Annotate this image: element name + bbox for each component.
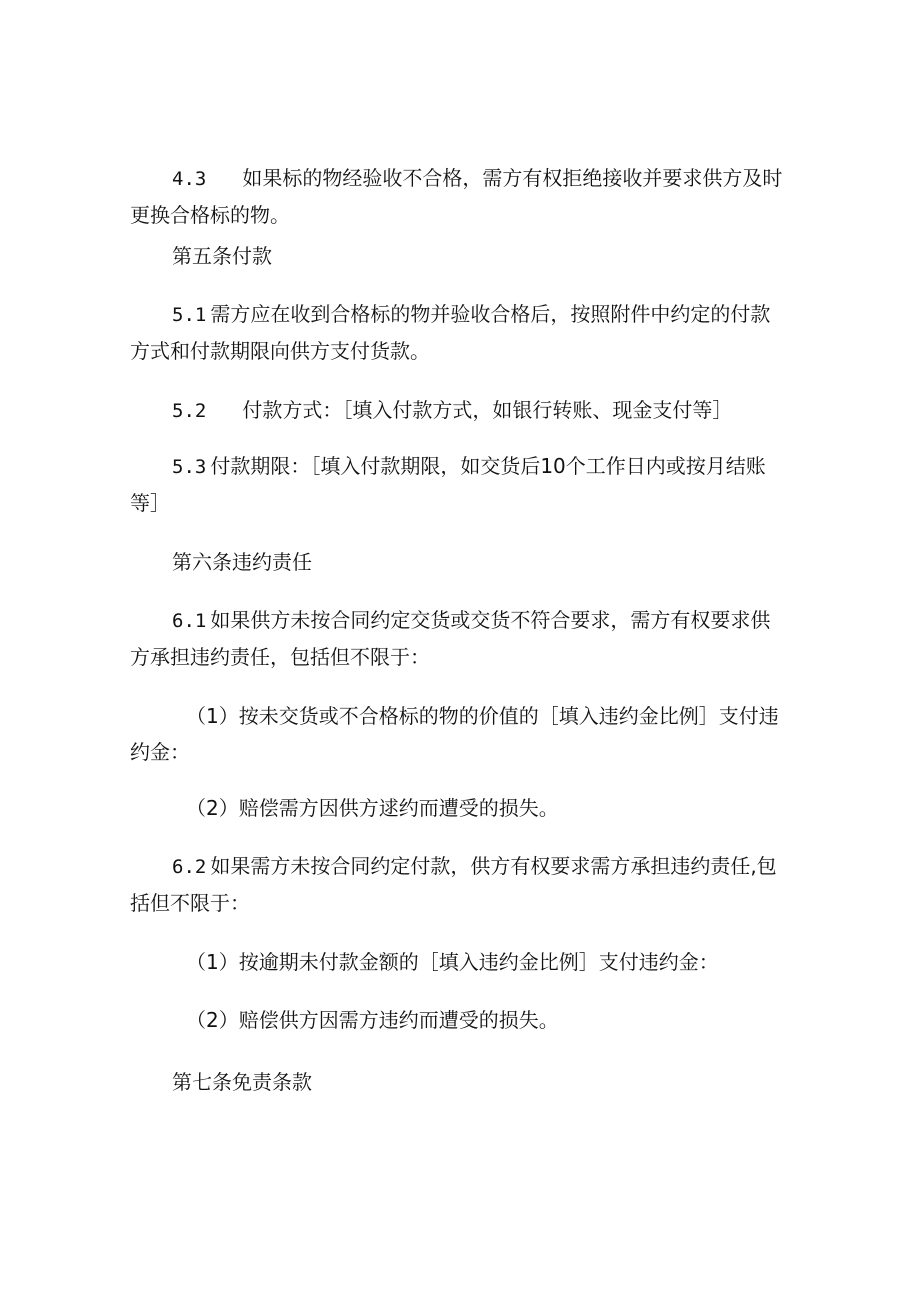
clause-number: 5.2: [172, 400, 207, 422]
clause-number: 6.2: [172, 856, 207, 878]
article-5-heading: 第五条付款: [172, 244, 272, 268]
clause-text: 如果供方未按合同约定交货或交货不符合要求，需方有权要求供方承担违约责任，包括但不限于：: [130, 608, 771, 669]
article-6-heading: 第六条违约责任: [172, 550, 312, 574]
clause-number: 6.1: [172, 610, 207, 632]
clause-text: 付款期限：［填入付款期限，如交货后10个工作日内或按月结账等］: [130, 454, 766, 515]
clause-text: 如果标的物经验收不合格，需方有权拒绝接收并要求供方及时更换合格标的物。: [130, 166, 783, 227]
clause-5-1: [130, 296, 790, 369]
clause-6-2-item-1: （1）按逾期未付款金额的［填入违约金比例］支付违约金：: [186, 950, 719, 974]
clause-text: 需方应在收到合格标的物并验收合格后，按照附件中约定的付款方式和付款期限向供方支付货款。: [130, 302, 771, 363]
clause-6-1-item-2: （2）赔偿需方因供方逑约而遭受的损失。: [186, 796, 559, 820]
article-7-heading: 第七条免责条款: [172, 1070, 312, 1094]
clause-number: 5.1: [172, 304, 207, 326]
clause-6-1: [130, 602, 790, 675]
clause-5-2: [130, 392, 790, 429]
clause-number: 4.3: [172, 168, 207, 190]
clause-6-2: [130, 848, 790, 921]
clause-6-1-item-1: （1）按未交货或不合格标的物的价值的［填入违约金比例］支付违约金：: [130, 704, 779, 764]
clause-number: 5.3: [172, 456, 207, 478]
clause-text: 如果需方未按合同约定付款，供方有权要求需方承担违约责任,包括但不限于：: [130, 854, 777, 915]
clause-5-3: [130, 448, 790, 521]
clause-4-3: [130, 160, 790, 233]
clause-6-2-item-2: （2）赔偿供方因需方违约而遭受的损失。: [186, 1008, 559, 1032]
clause-text: 付款方式：［填入付款方式，如银行转账、现金支付等］: [242, 398, 733, 422]
